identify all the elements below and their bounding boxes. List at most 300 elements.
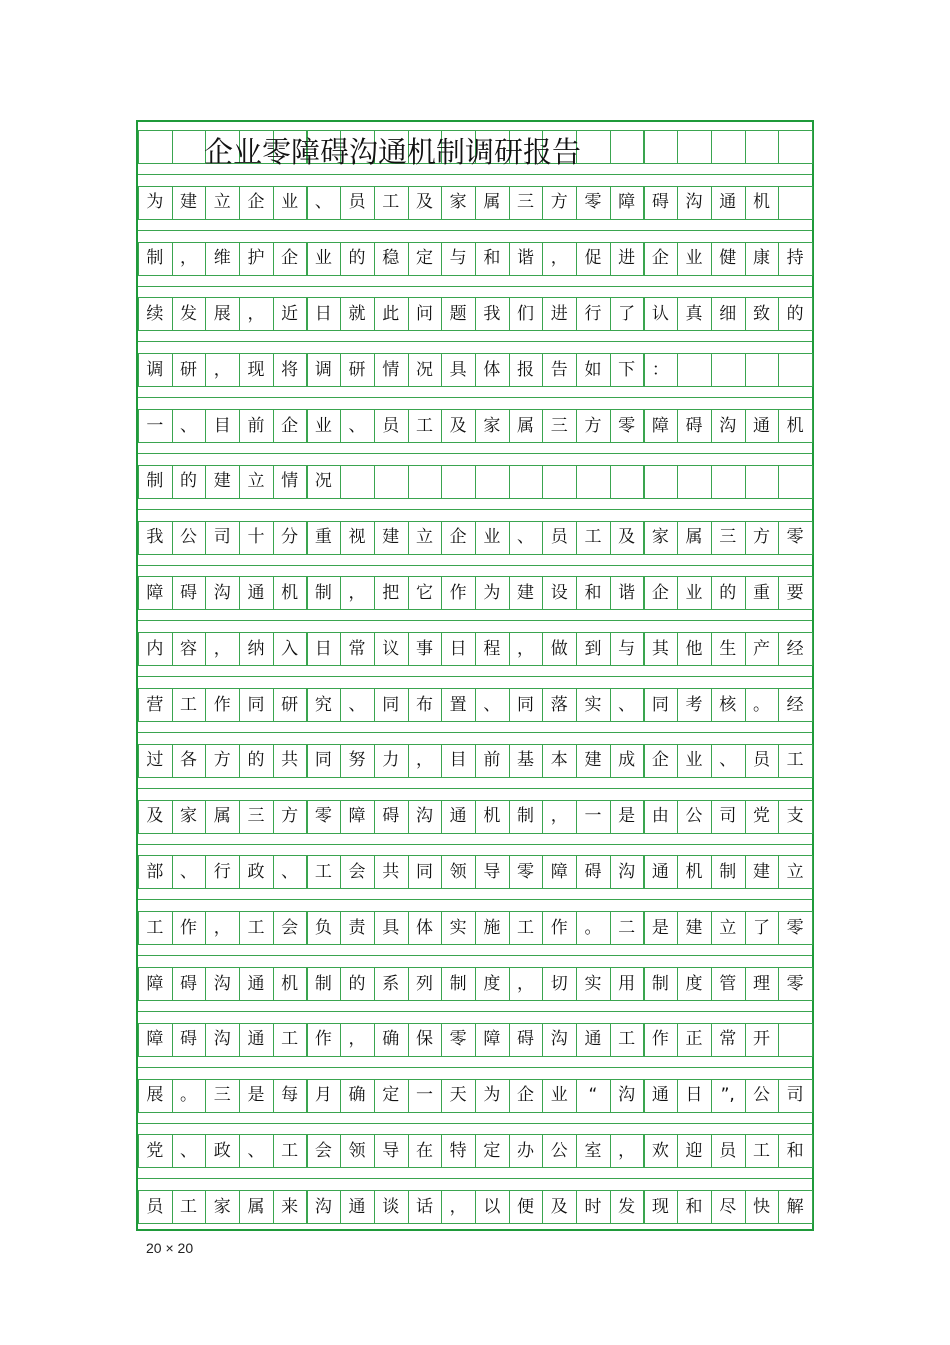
grid-character: 努	[348, 750, 366, 771]
grid-character: 和	[786, 1140, 804, 1161]
grid-character: 属	[213, 806, 231, 827]
grid-character: 及	[618, 527, 636, 548]
grid-character: 月	[314, 1085, 332, 1106]
grid-character: 制	[449, 973, 467, 994]
grid-character: 行	[584, 303, 602, 324]
grid-character: 、	[314, 192, 332, 213]
grid-character: 研	[281, 694, 299, 715]
grid-character: 家	[483, 415, 501, 436]
grid-character: 业	[685, 582, 703, 603]
grid-character: 业	[685, 248, 703, 269]
grid-character: 碍	[517, 1029, 535, 1050]
grid-character: 实	[584, 694, 602, 715]
grid-character: 要	[786, 582, 804, 603]
grid-character: 经	[786, 638, 804, 659]
grid-character: 立	[786, 861, 804, 882]
grid-character: 会	[314, 1140, 332, 1161]
grid-character: 其	[651, 638, 669, 659]
grid-cell	[374, 465, 409, 499]
grid-character: 障	[483, 1029, 501, 1050]
grid-character: 政	[247, 861, 265, 882]
grid-character: 立	[719, 917, 737, 938]
grid-character: 机	[483, 806, 501, 827]
grid-character: 尽	[719, 1196, 737, 1217]
grid-character: 研	[348, 359, 366, 380]
grid-character: “	[588, 1085, 598, 1106]
grid-character: 由	[651, 806, 669, 827]
grid-character: 保	[415, 1029, 433, 1050]
grid-character: 、	[281, 861, 299, 882]
grid-character: 行	[213, 861, 231, 882]
row-separator	[138, 509, 812, 510]
grid-character: 生	[719, 638, 737, 659]
grid-character: 稳	[382, 248, 400, 269]
grid-character: 零	[314, 806, 332, 827]
grid-cell	[778, 186, 813, 220]
grid-character: 立	[415, 527, 433, 548]
grid-character: 细	[719, 303, 737, 324]
grid-character: 调	[146, 359, 164, 380]
grid-character: 工	[584, 527, 602, 548]
grid-character: 共	[382, 861, 400, 882]
grid-character: ：	[651, 359, 669, 380]
grid-character: 零	[449, 1029, 467, 1050]
grid-character: 、	[348, 694, 366, 715]
grid-character: 将	[281, 359, 299, 380]
grid-character: 理	[752, 973, 770, 994]
grid-character: 。	[180, 1085, 198, 1106]
grid-character: 碍	[180, 973, 198, 994]
grid-cell	[542, 465, 577, 499]
grid-character: 定	[483, 1140, 501, 1161]
grid-character: 是	[651, 917, 669, 938]
grid-character: 工	[146, 917, 164, 938]
grid-character: 重	[752, 582, 770, 603]
grid-character: 家	[213, 1196, 231, 1217]
grid-character: 业	[483, 527, 501, 548]
grid-character: 现	[651, 1196, 669, 1217]
grid-character: 公	[180, 527, 198, 548]
grid-character: 天	[449, 1085, 467, 1106]
grid-character: 快	[752, 1196, 770, 1217]
grid-character: 确	[348, 1085, 366, 1106]
grid-character: 和	[685, 1196, 703, 1217]
grid-character: 系	[382, 973, 400, 994]
grid-character: 通	[752, 415, 770, 436]
grid-character: 制	[517, 806, 535, 827]
grid-character: 时	[584, 1196, 602, 1217]
grid-cell	[778, 1023, 813, 1057]
grid-character: 沟	[719, 415, 737, 436]
grid-cell	[172, 130, 207, 164]
grid-character: 便	[517, 1196, 535, 1217]
grid-character: 企	[281, 415, 299, 436]
grid-character: 同	[382, 694, 400, 715]
manuscript-grid-sheet	[136, 120, 814, 1231]
grid-character: 定	[415, 248, 433, 269]
grid-character: 沟	[618, 861, 636, 882]
grid-character: 领	[348, 1140, 366, 1161]
grid-character: 正	[685, 1029, 703, 1050]
grid-character: 办	[517, 1140, 535, 1161]
grid-character: 实	[584, 973, 602, 994]
grid-character: 、	[180, 415, 198, 436]
grid-cell	[677, 353, 712, 387]
grid-character: 我	[483, 303, 501, 324]
grid-character: 本	[550, 750, 568, 771]
grid-character: 室	[584, 1140, 602, 1161]
grid-character: 列	[415, 973, 433, 994]
grid-character: 及	[415, 192, 433, 213]
grid-character: 沟	[550, 1029, 568, 1050]
grid-character: 、	[719, 750, 737, 771]
grid-character: 工	[247, 917, 265, 938]
grid-character: 事	[415, 638, 433, 659]
grid-character: 通	[247, 973, 265, 994]
grid-character: 、	[180, 1140, 198, 1161]
grid-character: 发	[618, 1196, 636, 1217]
grid-character: 立	[213, 192, 231, 213]
grid-character: 通	[449, 806, 467, 827]
grid-character: 况	[314, 471, 332, 492]
grid-character: 制	[651, 973, 669, 994]
grid-character: 况	[415, 359, 433, 380]
grid-character: 此	[382, 303, 400, 324]
grid-character: 部	[146, 861, 164, 882]
grid-character: 特	[449, 1140, 467, 1161]
grid-character: 的	[719, 582, 737, 603]
grid-character: 前	[247, 415, 265, 436]
grid-character: 员	[348, 192, 366, 213]
grid-character: 入	[281, 638, 299, 659]
grid-character: 具	[382, 917, 400, 938]
grid-cell	[408, 465, 443, 499]
grid-character: 建	[382, 527, 400, 548]
grid-cell	[778, 353, 813, 387]
grid-character: 沟	[213, 582, 231, 603]
grid-character: 业	[685, 750, 703, 771]
grid-character: 沟	[314, 1196, 332, 1217]
grid-character: 作	[213, 694, 231, 715]
row-separator	[138, 1123, 812, 1124]
grid-character: 议	[382, 638, 400, 659]
grid-character: 作	[449, 582, 467, 603]
grid-character: 落	[550, 694, 568, 715]
grid-character: 碍	[584, 861, 602, 882]
grid-character: 目	[213, 415, 231, 436]
row-separator	[138, 397, 812, 398]
grid-character: 展	[213, 303, 231, 324]
grid-character: 员	[719, 1140, 737, 1161]
grid-character: 度	[483, 973, 501, 994]
grid-character: 的	[247, 750, 265, 771]
grid-character: 。	[584, 917, 602, 938]
grid-character: 工	[314, 861, 332, 882]
grid-character: 研	[180, 359, 198, 380]
grid-character: 到	[584, 638, 602, 659]
grid-character: 会	[348, 861, 366, 882]
grid-character: 业	[314, 415, 332, 436]
grid-cell	[576, 465, 611, 499]
grid-character: 、	[517, 527, 535, 548]
grid-character: 障	[550, 861, 568, 882]
grid-character: 及	[550, 1196, 568, 1217]
grid-character: 负	[314, 917, 332, 938]
grid-cell	[711, 465, 746, 499]
grid-character: 业	[281, 192, 299, 213]
grid-character: 度	[685, 973, 703, 994]
grid-character: 力	[382, 750, 400, 771]
grid-character: 建	[584, 750, 602, 771]
grid-character: 切	[550, 973, 568, 994]
grid-character: 重	[314, 527, 332, 548]
grid-character: 企	[651, 248, 669, 269]
grid-character: 话	[415, 1196, 433, 1217]
grid-character: 作	[550, 917, 568, 938]
document-title: 企业零障碍沟通机制调研报告	[204, 134, 582, 169]
grid-character: ，	[517, 973, 535, 994]
grid-character: 制	[314, 582, 332, 603]
grid-character: 一	[584, 806, 602, 827]
grid-character: 我	[146, 527, 164, 548]
grid-character: 各	[180, 750, 198, 771]
grid-cell	[509, 465, 544, 499]
grid-character: 属	[517, 415, 535, 436]
grid-character: 通	[651, 861, 669, 882]
row-separator	[138, 955, 812, 956]
grid-character: 谈	[382, 1196, 400, 1217]
grid-character: 障	[146, 1029, 164, 1050]
grid-character: 公	[550, 1140, 568, 1161]
grid-character: 告	[550, 359, 568, 380]
grid-cell	[610, 465, 645, 499]
grid-character: 零	[786, 527, 804, 548]
grid-character: 障	[146, 582, 164, 603]
grid-character: 属	[483, 192, 501, 213]
grid-character: 作	[180, 917, 198, 938]
grid-character: 方	[584, 415, 602, 436]
grid-character: 公	[752, 1085, 770, 1106]
grid-character: 员	[752, 750, 770, 771]
grid-character: 障	[618, 192, 636, 213]
grid-character: 过	[146, 750, 164, 771]
grid-character: 经	[786, 694, 804, 715]
grid-character: ，	[213, 359, 231, 380]
grid-character: 机	[281, 582, 299, 603]
grid-character: 了	[618, 303, 636, 324]
grid-cell	[745, 130, 780, 164]
grid-character: 司	[213, 527, 231, 548]
grid-character: 工	[382, 192, 400, 213]
row-separator	[138, 453, 812, 454]
grid-character: 党	[146, 1140, 164, 1161]
grid-character: 续	[146, 303, 164, 324]
grid-character: 工	[281, 1029, 299, 1050]
grid-character: 党	[752, 806, 770, 827]
row-separator	[138, 620, 812, 621]
grid-character: ，	[550, 248, 568, 269]
grid-character: 分	[281, 527, 299, 548]
grid-character: ，	[415, 750, 433, 771]
grid-character: ，	[348, 582, 366, 603]
grid-character: 调	[314, 359, 332, 380]
grid-character: 三	[213, 1085, 231, 1106]
grid-character: 谐	[618, 582, 636, 603]
grid-character: 三	[517, 192, 535, 213]
grid-character: 展	[146, 1085, 164, 1106]
grid-character: 及	[449, 415, 467, 436]
grid-character: 零	[584, 192, 602, 213]
grid-character: 就	[348, 303, 366, 324]
grid-character: 机	[786, 415, 804, 436]
row-separator	[138, 1178, 812, 1179]
grid-cell	[644, 465, 679, 499]
grid-character: 碍	[685, 415, 703, 436]
grid-character: 导	[382, 1140, 400, 1161]
grid-character: 究	[314, 694, 332, 715]
grid-character: 十	[247, 527, 265, 548]
grid-character: 认	[651, 303, 669, 324]
grid-character: 工	[517, 917, 535, 938]
grid-character: 机	[752, 192, 770, 213]
grid-character: 是	[618, 806, 636, 827]
grid-character: 同	[651, 694, 669, 715]
grid-character: 通	[651, 1085, 669, 1106]
grid-character: 企	[651, 750, 669, 771]
grid-character: 二	[618, 917, 636, 938]
grid-character: 体	[415, 917, 433, 938]
grid-character: 工	[281, 1140, 299, 1161]
grid-character: 方	[550, 192, 568, 213]
grid-character: 司	[719, 806, 737, 827]
grid-character: 迎	[685, 1140, 703, 1161]
grid-cell	[677, 465, 712, 499]
grid-character: 同	[314, 750, 332, 771]
grid-character: 、	[618, 694, 636, 715]
grid-character: 员	[382, 415, 400, 436]
grid-character: ”,	[720, 1085, 735, 1106]
grid-character: 近	[281, 303, 299, 324]
grid-character: 沟	[618, 1085, 636, 1106]
grid-character: 方	[213, 750, 231, 771]
grid-character: 把	[382, 582, 400, 603]
grid-character: 报	[517, 359, 535, 380]
grid-character: 属	[247, 1196, 265, 1217]
grid-character: ，	[449, 1196, 467, 1217]
grid-character: 为	[146, 192, 164, 213]
row-separator	[138, 844, 812, 845]
grid-character: 康	[752, 248, 770, 269]
grid-character: 及	[146, 806, 164, 827]
grid-character: 零	[786, 917, 804, 938]
grid-character: 同	[517, 694, 535, 715]
grid-character: 为	[483, 1085, 501, 1106]
grid-character: 产	[752, 638, 770, 659]
grid-character: ，	[213, 917, 231, 938]
row-separator	[138, 732, 812, 733]
grid-character: 障	[146, 973, 164, 994]
grid-character: 业	[550, 1085, 568, 1106]
grid-character: 建	[752, 861, 770, 882]
grid-cell	[677, 130, 712, 164]
grid-cell	[441, 465, 476, 499]
row-separator	[138, 230, 812, 231]
grid-character: 维	[213, 248, 231, 269]
grid-character: 进	[550, 303, 568, 324]
grid-character: 家	[180, 806, 198, 827]
row-separator	[138, 286, 812, 287]
grid-character: 与	[618, 638, 636, 659]
grid-character: 公	[685, 806, 703, 827]
grid-character: 一	[146, 415, 164, 436]
grid-character: 常	[348, 638, 366, 659]
grid-character: 碍	[180, 582, 198, 603]
grid-character: 促	[584, 248, 602, 269]
grid-character: 建	[685, 917, 703, 938]
grid-character: 企	[281, 248, 299, 269]
grid-character: 内	[146, 638, 164, 659]
grid-character: 工	[180, 1196, 198, 1217]
grid-character: 障	[651, 415, 669, 436]
grid-character: 布	[415, 694, 433, 715]
grid-character: 了	[752, 917, 770, 938]
grid-character: 制	[146, 248, 164, 269]
grid-cell	[711, 130, 746, 164]
grid-character: 是	[247, 1085, 265, 1106]
grid-character: 碍	[651, 192, 669, 213]
row-separator	[138, 676, 812, 677]
grid-character: 工	[618, 1029, 636, 1050]
grid-character: 解	[786, 1196, 804, 1217]
grid-character: 情	[382, 359, 400, 380]
grid-character: 属	[685, 527, 703, 548]
grid-character: 制	[314, 973, 332, 994]
row-separator	[138, 1011, 812, 1012]
grid-character: 确	[382, 1029, 400, 1050]
grid-character: 如	[584, 359, 602, 380]
row-separator	[138, 174, 812, 175]
grid-character: 持	[786, 248, 804, 269]
grid-character: 制	[719, 861, 737, 882]
grid-character: 的	[786, 303, 804, 324]
grid-character: 护	[247, 248, 265, 269]
grid-character: 致	[752, 303, 770, 324]
grid-character: 前	[483, 750, 501, 771]
grid-character: 企	[517, 1085, 535, 1106]
grid-character: ，	[213, 638, 231, 659]
grid-character: 下	[618, 359, 636, 380]
grid-character: 、	[483, 694, 501, 715]
grid-character: 营	[146, 694, 164, 715]
grid-character: 一	[415, 1085, 433, 1106]
grid-character: 沟	[213, 973, 231, 994]
grid-character: 基	[517, 750, 535, 771]
grid-character: 家	[449, 192, 467, 213]
grid-character: 容	[180, 638, 198, 659]
grid-character: 设	[550, 582, 568, 603]
grid-character: 三	[247, 806, 265, 827]
grid-character: 机	[685, 861, 703, 882]
grid-character: 与	[449, 248, 467, 269]
grid-character: 领	[449, 861, 467, 882]
grid-character: 开	[752, 1029, 770, 1050]
grid-character: 的	[180, 471, 198, 492]
grid-character: 管	[719, 973, 737, 994]
row-separator	[138, 899, 812, 900]
grid-character: 工	[786, 750, 804, 771]
grid-character: 施	[483, 917, 501, 938]
grid-character: 工	[415, 415, 433, 436]
